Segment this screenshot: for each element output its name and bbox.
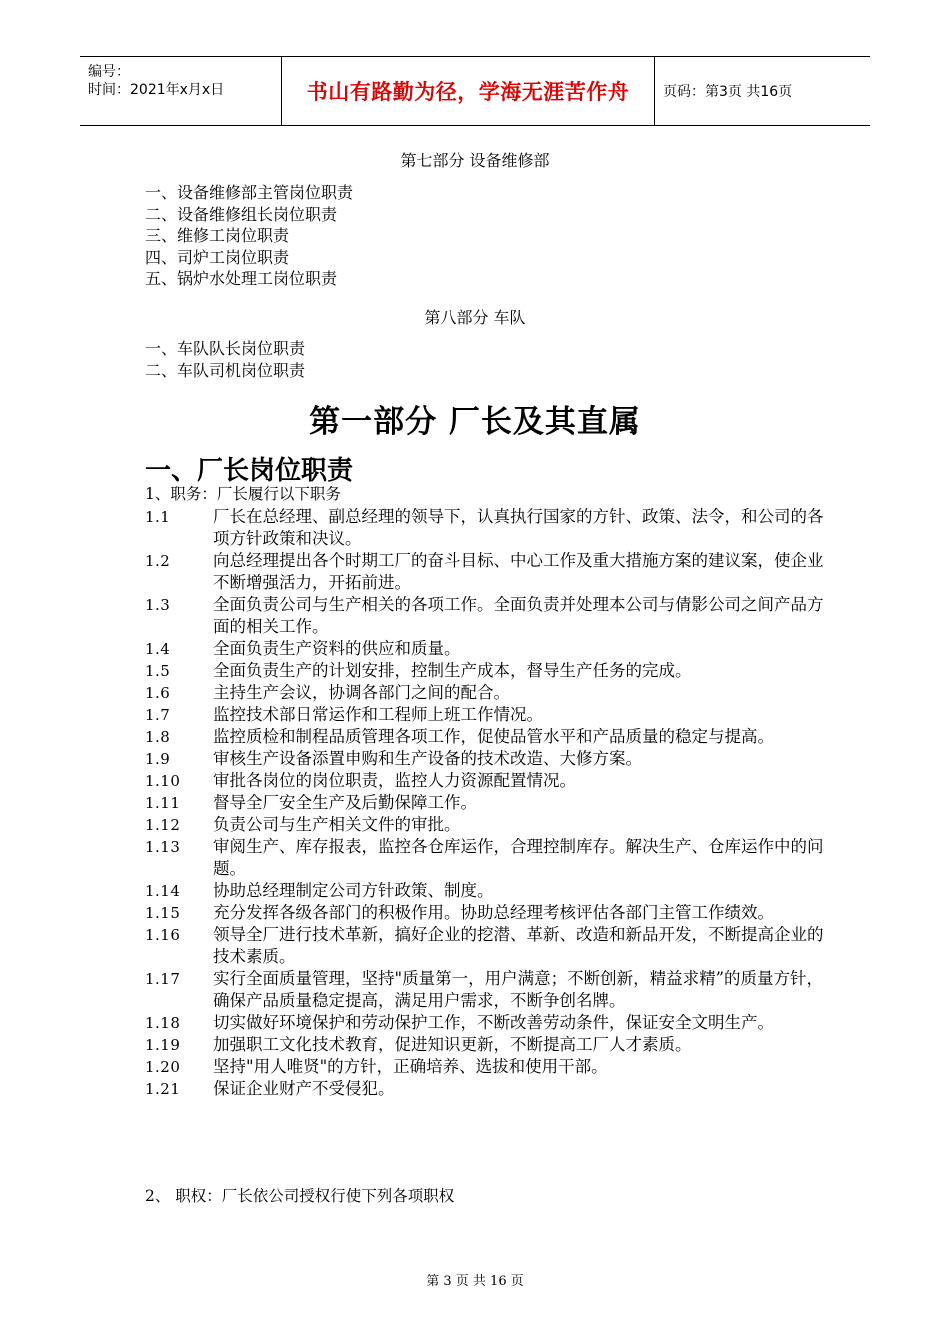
list-item <box>145 968 825 1012</box>
power-heading: 2、 职权：厂长依公司授权行使下列各项职权 <box>145 1187 455 1205</box>
list-item <box>145 748 825 770</box>
item-number: 1.10 <box>145 772 181 790</box>
item-text: 全面负责生产的计划安排，控制生产成本，督导生产任务的完成。 <box>213 661 692 680</box>
toc-item: 二、车队司机岗位职责 <box>145 360 306 380</box>
item-number: 1.8 <box>145 728 171 746</box>
list-item <box>145 1078 825 1100</box>
item-number: 1.3 <box>145 596 171 614</box>
item-number: 1.4 <box>145 640 171 658</box>
header-motto: 书山有路勤为径，学海无涯苦作舟 <box>281 57 655 125</box>
list-item <box>145 660 825 682</box>
item-number: 1.7 <box>145 706 171 724</box>
list-item <box>145 836 825 880</box>
list-item <box>145 880 825 902</box>
item-number: 1.6 <box>145 684 171 702</box>
list-item <box>145 726 825 748</box>
list-item <box>145 792 825 814</box>
list-item <box>145 924 825 968</box>
item-text: 审批各岗位的岗位职责，监控人力资源配置情况。 <box>213 771 576 790</box>
item-number: 1.9 <box>145 750 171 768</box>
item-text: 向总经理提出各个时期工厂的奋斗目标、中心工作及重大措施方案的建议案，使企业不断增强活力，开拓前进。 <box>213 551 824 592</box>
item-number: 1.19 <box>145 1036 181 1054</box>
item-text: 全面负责公司与生产相关的各项工作。全面负责并处理本公司与倩影公司之间产品方面的相关工作。 <box>213 595 824 636</box>
toc-item: 一、设备维修部主管岗位职责 <box>145 183 354 202</box>
item-text: 领导全厂进行技术革新，搞好企业的挖潜、革新、改造和新品开发，不断提高企业的技术素质。 <box>213 925 824 966</box>
part7-toc <box>145 182 353 290</box>
header-meta <box>80 57 281 125</box>
part1-title: 第一部分 厂长及其直属 <box>309 404 641 440</box>
item-number: 1.20 <box>145 1058 181 1076</box>
list-item <box>145 550 825 594</box>
item-number: 1.17 <box>145 970 181 988</box>
item-number: 1.21 <box>145 1080 181 1098</box>
toc-item: 四、司炉工岗位职责 <box>145 247 290 267</box>
item-text: 负责公司与生产相关文件的审批。 <box>213 815 461 834</box>
item-number: 1.16 <box>145 926 181 944</box>
item-text: 充分发挥各级各部门的积极作用。协助总经理考核评估各部门主管工作绩效。 <box>213 903 774 922</box>
list-item <box>145 682 825 704</box>
number-label: 编号： <box>88 64 130 80</box>
item-text: 督导全厂安全生产及后勤保障工作。 <box>213 793 477 812</box>
list-item <box>145 1012 825 1034</box>
item-text: 厂长在总经理、副总经理的领导下，认真执行国家的方针、政策、法令，和公司的各项方针政策和决议。 <box>213 507 824 548</box>
page-header <box>80 56 870 126</box>
item-text: 监控质检和制程品质管理各项工作，促使品管水平和产品质量的稳定与提高。 <box>213 727 774 746</box>
item-number: 1.13 <box>145 838 181 856</box>
item-text: 保证企业财产不受侵犯。 <box>213 1079 395 1098</box>
list-item <box>145 506 825 550</box>
item-number: 1.18 <box>145 1014 181 1032</box>
item-number: 1.1 <box>145 508 171 526</box>
page-footer: 第 3 页 共 16 页 <box>426 1274 524 1289</box>
section-title: 一、厂长岗位职责 <box>145 456 354 486</box>
time-label: 时间：2021年x月x日 <box>88 82 225 98</box>
item-text: 坚持"用人唯贤"的方针，正确培养、选拔和使用干部。 <box>213 1057 608 1076</box>
list-item <box>145 1056 825 1078</box>
duty-list <box>145 506 825 1100</box>
item-number: 1.12 <box>145 816 181 834</box>
item-number: 1.11 <box>145 794 181 812</box>
item-text: 审阅生产、库存报表，监控各仓库运作，合理控制库存。解决生产、仓库运作中的问题。 <box>213 837 824 878</box>
item-text: 切实做好环境保护和劳动保护工作，不断改善劳动条件，保证安全文明生产。 <box>213 1013 774 1032</box>
toc-item: 五、锅炉水处理工岗位职责 <box>145 269 338 288</box>
list-item <box>145 814 825 836</box>
toc-item: 一、车队队长岗位职责 <box>145 339 306 358</box>
duty-heading: 1、职务：厂长履行以下职务 <box>145 485 341 503</box>
toc-item: 三、维修工岗位职责 <box>145 226 290 245</box>
item-number: 1.15 <box>145 904 181 922</box>
header-page-info: 页码：第3页 共16页 <box>663 84 793 100</box>
item-number: 1.14 <box>145 882 181 900</box>
item-text: 审核生产设备添置申购和生产设备的技术改造、大修方案。 <box>213 749 642 768</box>
item-text: 监控技术部日常运作和工程师上班工作情况。 <box>213 705 543 724</box>
part8-title: 第八部分 车队 <box>424 308 526 327</box>
item-text: 加强职工文化技术教育，促进知识更新，不断提高工厂人才素质。 <box>213 1035 692 1054</box>
list-item <box>145 1034 825 1056</box>
item-text: 实行全面质量管理，坚持"质量第一，用户满意；不断创新，精益求精”的质量方针，确保产品质量稳定提高，满足用户需求，不断争创名牌。 <box>213 969 824 1010</box>
part7-title: 第七部分 设备维修部 <box>400 151 550 170</box>
item-text: 协助总经理制定公司方针政策、制度。 <box>213 881 494 900</box>
toc-item: 二、设备维修组长岗位职责 <box>145 204 338 224</box>
list-item <box>145 704 825 726</box>
part8-toc <box>145 338 305 381</box>
list-item <box>145 638 825 660</box>
item-text: 全面负责生产资料的供应和质量。 <box>213 639 461 658</box>
list-item <box>145 594 825 638</box>
item-number: 1.5 <box>145 662 171 680</box>
item-number: 1.2 <box>145 552 171 570</box>
list-item <box>145 770 825 792</box>
list-item <box>145 902 825 924</box>
item-text: 主持生产会议，协调各部门之间的配合。 <box>213 683 510 702</box>
